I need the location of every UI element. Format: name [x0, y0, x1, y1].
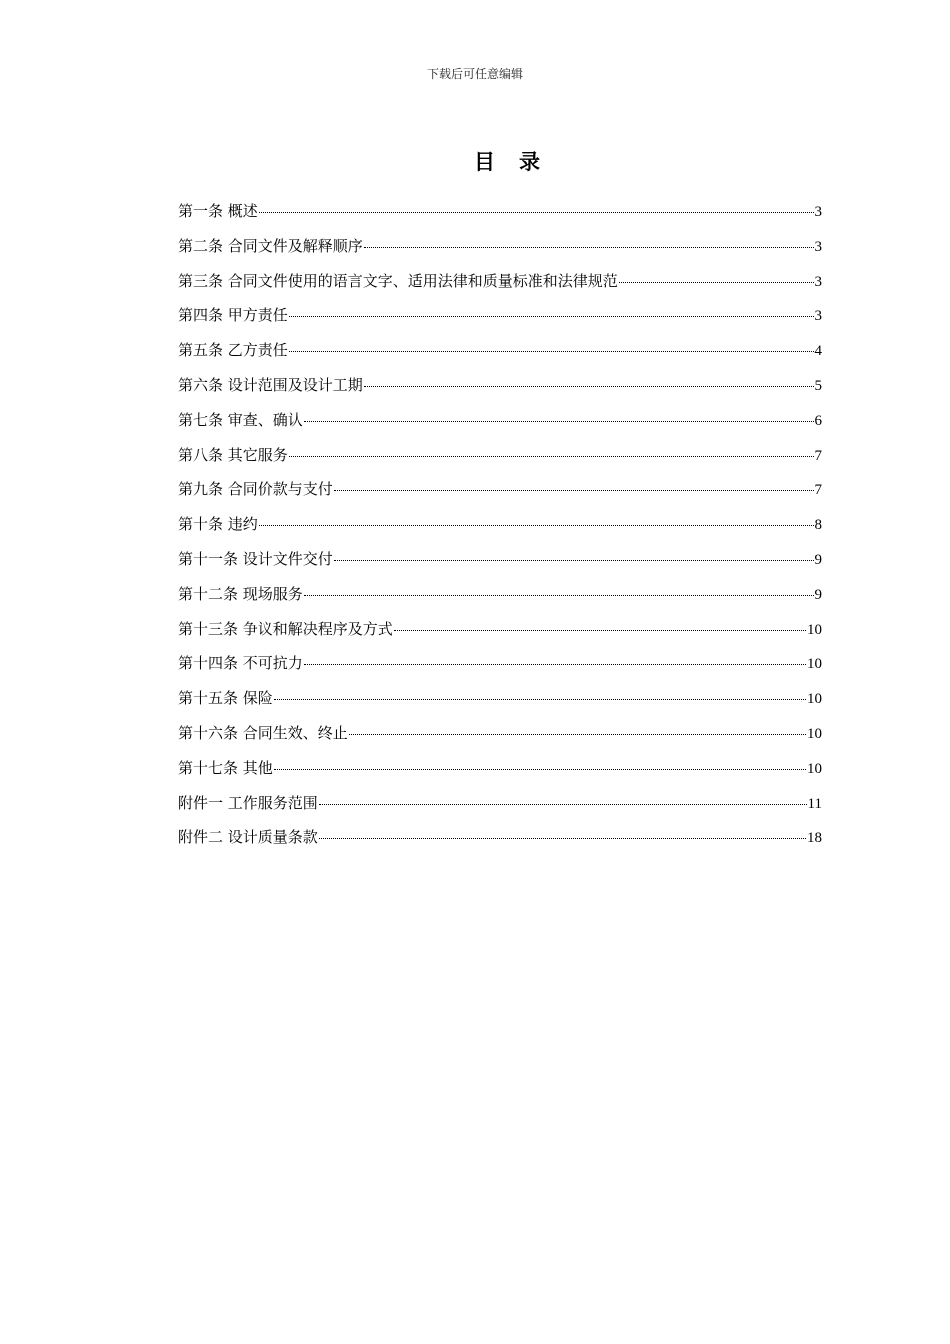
toc-leader	[349, 734, 806, 735]
toc-entry-text: 第十一条 设计文件交付	[178, 549, 333, 568]
toc-entry[interactable]	[178, 721, 822, 756]
toc-list	[178, 199, 822, 860]
toc-entry[interactable]	[178, 199, 822, 234]
toc-leader	[259, 212, 814, 213]
toc-entry-text: 第五条 乙方责任	[178, 341, 288, 360]
toc-leader	[334, 560, 814, 561]
toc-title-right: 录	[519, 149, 542, 174]
toc-leader	[289, 351, 814, 352]
toc-entry-page: 6	[814, 412, 822, 429]
toc-entry-text: 第十二条 现场服务	[178, 584, 303, 603]
toc-entry-page: 3	[814, 238, 822, 255]
toc-title-left: 目	[474, 149, 497, 174]
toc-entry-text: 第十四条 不可抗力	[178, 654, 303, 673]
toc-leader	[259, 525, 814, 526]
toc-leader	[319, 804, 807, 805]
toc-entry-page: 10	[807, 725, 822, 742]
toc-leader	[274, 769, 806, 770]
toc-entry-page: 3	[814, 308, 822, 325]
toc-entry[interactable]	[178, 338, 822, 373]
toc-entry[interactable]	[178, 547, 822, 582]
toc-entry[interactable]	[178, 477, 822, 512]
toc-title	[0, 148, 950, 176]
toc-entry[interactable]	[178, 651, 822, 686]
toc-entry-text: 第八条 其它服务	[178, 445, 288, 464]
toc-entry-page: 9	[814, 586, 822, 603]
toc-entry-text: 第十三条 争议和解决程序及方式	[178, 619, 393, 638]
toc-leader	[334, 490, 814, 491]
toc-entry-page: 18	[807, 830, 822, 847]
toc-entry[interactable]	[178, 443, 822, 478]
toc-entry-text: 第一条 概述	[178, 202, 258, 220]
toc-entry[interactable]	[178, 303, 822, 338]
toc-entry-text: 第十七条 其他	[178, 758, 273, 777]
toc-entry[interactable]	[178, 512, 822, 547]
toc-leader	[364, 386, 814, 387]
toc-entry-text: 第九条 合同价款与支付	[178, 480, 333, 499]
toc-leader	[304, 421, 814, 422]
toc-entry-text: 第十条 违约	[178, 515, 258, 534]
toc-leader	[289, 316, 814, 317]
toc-leader	[304, 595, 814, 596]
toc-entry[interactable]	[178, 756, 822, 791]
toc-entry-text: 附件一 工作服务范围	[178, 793, 318, 812]
toc-entry[interactable]	[178, 791, 822, 826]
header-note: 下载后可任意编辑	[426, 67, 523, 81]
toc-entry[interactable]	[178, 269, 822, 304]
toc-entry-page: 5	[814, 377, 822, 394]
toc-leader	[274, 699, 806, 700]
toc-entry-page: 3	[814, 273, 822, 290]
toc-entry[interactable]	[178, 582, 822, 617]
toc-entry-page: 10	[807, 760, 822, 777]
toc-entry-page: 10	[807, 656, 822, 673]
toc-entry-text: 第四条 甲方责任	[178, 306, 288, 325]
toc-leader	[319, 838, 806, 839]
toc-entry-text: 第十六条 合同生效、终止	[178, 723, 348, 742]
toc-leader	[289, 456, 814, 457]
toc-entry[interactable]	[178, 617, 822, 652]
toc-entry-page: 4	[814, 343, 822, 360]
toc-entry-page: 7	[814, 447, 822, 464]
toc-entry-page: 7	[814, 482, 822, 499]
toc-entry[interactable]	[178, 373, 822, 408]
toc-entry-text: 第七条 审查、确认	[178, 410, 303, 429]
toc-entry[interactable]	[178, 686, 822, 721]
toc-entry[interactable]	[178, 408, 822, 443]
toc-entry-page: 10	[807, 621, 822, 638]
toc-entry-text: 第六条 设计范围及设计工期	[178, 375, 363, 394]
toc-entry-page: 11	[807, 795, 822, 812]
toc-leader	[304, 664, 806, 665]
toc-entry-text: 第十五条 保险	[178, 689, 273, 708]
toc-entry-page: 8	[814, 517, 822, 534]
toc-entry-page: 10	[807, 691, 822, 708]
toc-leader	[394, 630, 806, 631]
toc-entry[interactable]	[178, 234, 822, 269]
toc-entry-text: 第二条 合同文件及解释顺序	[178, 236, 363, 255]
toc-entry-text: 第三条 合同文件使用的语言文字、适用法律和质量标准和法律规范	[178, 271, 618, 290]
toc-entry-text: 附件二 设计质量条款	[178, 828, 318, 847]
toc-leader	[619, 282, 814, 283]
toc-entry[interactable]	[178, 825, 822, 860]
toc-leader	[364, 247, 814, 248]
toc-entry-page: 3	[814, 204, 822, 220]
toc-entry-page: 9	[814, 551, 822, 568]
